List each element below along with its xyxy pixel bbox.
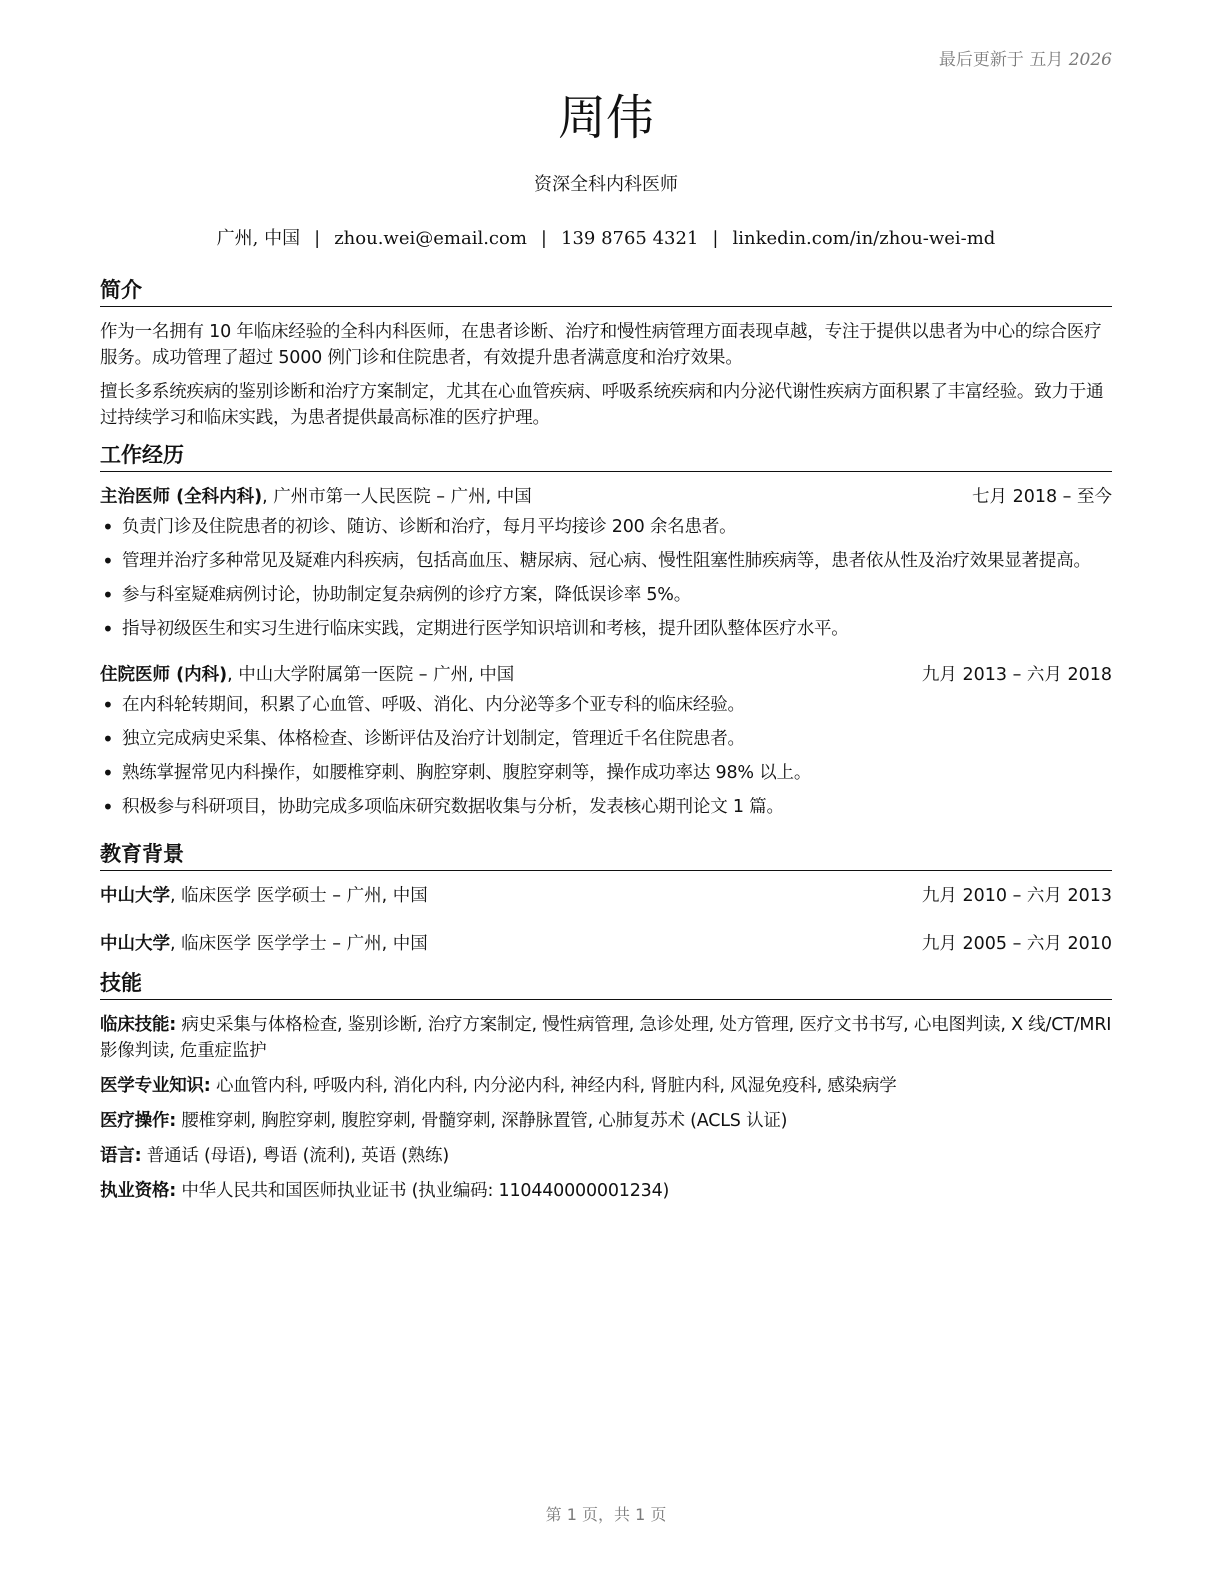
last-updated	[939, 45, 1112, 70]
job-bullets	[100, 514, 1112, 642]
skill-label: 医疗操作:	[100, 1111, 176, 1131]
skill-row	[100, 1108, 1112, 1134]
job-role-org	[100, 484, 532, 510]
job-bullet: • 在内科轮转期间，积累了心血管、呼吸、消化、内分泌等多个亚专科的临床经验。	[100, 692, 1112, 718]
summary-paragraph: 作为一名拥有 10 年临床经验的全科内科医师，在患者诊断、治疗和慢性病管理方面表现卓越，专注于提供以患者为中心的综合医疗服务。成功管理了超过 5000 例门诊和住院患者，有效提升患者满意度和治疗效果。	[100, 322, 1102, 368]
contact-linkedin[interactable]: linkedin.com/in/zhou-wei-md	[732, 228, 996, 249]
job-role: 主治医师 (全科内科)	[100, 487, 263, 507]
skill-value: 中华人民共和国医师执业证书 (执业编码: 110440000001234)	[176, 1181, 670, 1201]
education-school: 中山大学	[100, 886, 170, 906]
contact-separator: |	[314, 228, 321, 249]
contact-line	[100, 224, 1112, 250]
job-org: , 中山大学附属第一医院 – 广州, 中国	[227, 665, 515, 685]
contact-location: 广州, 中国	[216, 228, 301, 249]
education-section	[100, 840, 1112, 957]
education-entry	[100, 883, 1112, 909]
last-updated-prefix: 最后更新于 五月	[938, 50, 1064, 70]
job-entry	[100, 662, 1112, 820]
skills-section	[100, 969, 1112, 1204]
page-footer: 第 1 页，共 1 页	[545, 1505, 667, 1524]
education-dates: 九月 2005 – 六月 2010	[921, 934, 1112, 954]
job-entry	[100, 484, 1112, 642]
job-dates: 七月 2018 – 至今	[972, 487, 1112, 507]
resume-page	[100, 0, 1112, 1584]
contact-email[interactable]: zhou.wei@email.com	[334, 228, 527, 249]
skill-label: 临床技能:	[100, 1015, 176, 1035]
skill-value: 普通话 (母语), 粤语 (流利), 英语 (熟练)	[141, 1146, 449, 1166]
skill-row	[100, 1073, 1112, 1099]
experience-section	[100, 441, 1112, 820]
summary-paragraph: 擅长多系统疾病的鉴别诊断和治疗方案制定，尤其在心血管疾病、呼吸系统疾病和内分泌代谢性疾病方面积累了丰富经验。致力于通过持续学习和临床实践，为患者提供最高标准的医疗护理。	[100, 382, 1104, 428]
job-role-org	[100, 662, 514, 688]
education-entry	[100, 931, 1112, 957]
contact-phone: 139 8765 4321	[561, 228, 699, 249]
job-dates: 九月 2013 – 六月 2018	[921, 665, 1112, 685]
job-bullet: • 负责门诊及住院患者的初诊、随访、诊断和治疗，每月平均接诊 200 余名患者。	[100, 514, 1112, 540]
skill-label: 医学专业知识:	[100, 1076, 211, 1096]
candidate-title: 资深全科内科医师	[534, 174, 678, 195]
education-detail: , 临床医学 医学硕士 – 广州, 中国	[170, 886, 428, 906]
contact-separator: |	[712, 228, 719, 249]
skill-label: 语言:	[100, 1146, 142, 1166]
skill-value: 心血管内科, 呼吸内科, 消化内科, 内分泌内科, 神经内科, 肾脏内科, 风湿免疫科, 感染病学	[210, 1076, 897, 1096]
job-role: 住院医师 (内科)	[100, 665, 228, 685]
last-updated-year: 2026	[1068, 50, 1112, 70]
job-bullet: • 独立完成病史采集、体格检查、诊断评估及治疗计划制定，管理近千名住院患者。	[100, 726, 1112, 752]
resume-content	[100, 276, 1112, 1214]
candidate-name: 周伟	[557, 90, 654, 146]
education-school-detail	[100, 883, 428, 909]
job-bullets	[100, 692, 1112, 820]
skill-row	[100, 1178, 1112, 1204]
education-school: 中山大学	[100, 934, 170, 954]
skill-label: 执业资格:	[100, 1181, 176, 1201]
skill-row	[100, 1143, 1112, 1169]
education-detail: , 临床医学 医学学士 – 广州, 中国	[170, 934, 428, 954]
education-school-detail	[100, 931, 428, 957]
experience-heading: 工作经历	[100, 441, 1112, 472]
job-bullet: • 管理并治疗多种常见及疑难内科疾病，包括高血压、糖尿病、冠心病、慢性阻塞性肺疾病等，患者依从性及治疗效果显著提高。	[100, 548, 1112, 574]
skills-heading: 技能	[100, 969, 1112, 1000]
job-bullet: • 参与科室疑难病例讨论，协助制定复杂病例的诊疗方案，降低误诊率 5%。	[100, 582, 1112, 608]
job-header	[100, 484, 1112, 510]
summary-heading: 简介	[100, 276, 1112, 307]
education-heading: 教育背景	[100, 840, 1112, 871]
job-bullet: • 熟练掌握常见内科操作，如腰椎穿刺、胸腔穿刺、腹腔穿刺等，操作成功率达 98% 以上。	[100, 760, 1112, 786]
skill-row	[100, 1012, 1112, 1064]
summary-section	[100, 276, 1112, 431]
education-dates: 九月 2010 – 六月 2013	[921, 886, 1112, 906]
job-header	[100, 662, 1112, 688]
contact-separator: |	[540, 228, 547, 249]
skill-value: 腰椎穿刺, 胸腔穿刺, 腹腔穿刺, 骨髓穿刺, 深静脉置管, 心肺复苏术 (ACLS 认证)	[176, 1111, 788, 1131]
skill-value: 病史采集与体格检查, 鉴别诊断, 治疗方案制定, 慢性病管理, 急诊处理, 处方管理, 医疗文书书写, 心电图判读, X 线/CT/MRI 影像判读, 危重症监护	[100, 1015, 1112, 1061]
job-bullet: • 积极参与科研项目，协助完成多项临床研究数据收集与分析，发表核心期刊论文 1 篇。	[100, 794, 1112, 820]
job-bullet: • 指导初级医生和实习生进行临床实践，定期进行医学知识培训和考核，提升团队整体医疗水平。	[100, 616, 1112, 642]
job-org: , 广州市第一人民医院 – 广州, 中国	[262, 487, 532, 507]
